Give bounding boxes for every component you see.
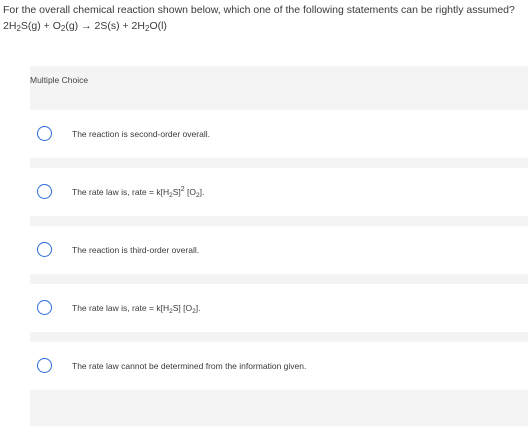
radio-button[interactable]: [37, 242, 52, 257]
answer-option-2[interactable]: [30, 168, 528, 216]
radio-button[interactable]: [37, 184, 52, 199]
option-label: The reaction is third-order overall.: [72, 245, 200, 255]
option-label: The rate law is, rate = $k[H_2S]$ $[O_2]$.: [72, 303, 201, 315]
answer-option-1[interactable]: [30, 110, 528, 158]
radio-button[interactable]: [37, 358, 52, 373]
answer-option-5[interactable]: [30, 342, 528, 390]
answer-option-3[interactable]: [30, 226, 528, 274]
question-prompt: [3, 2, 525, 34]
radio-button[interactable]: [37, 300, 52, 315]
chemical-equation: $2H_2S(g) + O_2(g) \to 2S(s) + 2H_2O(l)$: [3, 20, 167, 33]
answer-options: [30, 110, 528, 400]
option-label: The rate law is, rate = $k[H_2S]^2$ $[O_2]$.: [72, 186, 205, 199]
answer-option-4[interactable]: [30, 284, 528, 332]
option-label: The rate law cannot be determined from the information given.: [72, 361, 307, 371]
question-text: For the overall chemical reaction shown below, which one of the following statements can be rightly assumed?: [3, 4, 515, 16]
option-label: The reaction is second-order overall.: [72, 129, 210, 139]
section-label: Multiple Choice: [30, 75, 89, 85]
radio-button[interactable]: [37, 126, 52, 141]
